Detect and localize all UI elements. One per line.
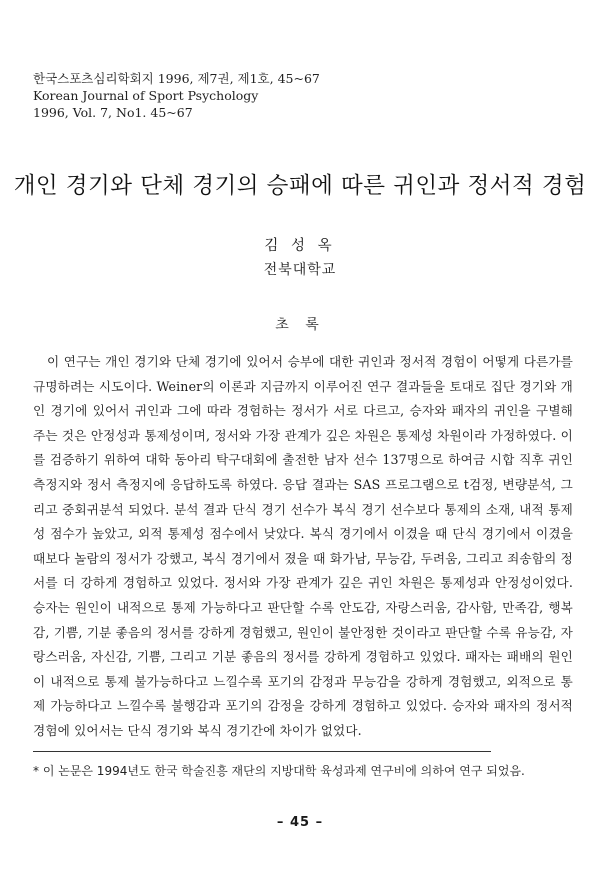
page-number: – 45 – [276, 815, 324, 830]
journal-citation [33, 70, 320, 121]
footnote-divider [33, 751, 491, 752]
journal-citation-english: Korean Journal of Sport Psychology [33, 88, 259, 103]
paper-title: 개인 경기와 단체 경기의 승패에 따른 귀인과 정서적 경험 [13, 173, 587, 199]
journal-citation-volume: 1996, Vol. 7, No1. 45~67 [33, 105, 193, 120]
journal-citation-korean: 한국스포츠심리학회지 1996, 제7권, 제1호, 45~67 [33, 71, 320, 86]
author-affiliation: 전북대학교 [263, 262, 337, 278]
abstract-heading: 초 록 [275, 317, 325, 333]
funding-footnote: * 이 논문은 1994년도 한국 학술진흥 재단의 지방대학 육성과제 연구비에 의하여 연구 되었음. [33, 764, 525, 778]
abstract-body: 이 연구는 개인 경기와 단체 경기에 있어서 승부에 대한 귀인과 정서적 경험이 어떻게 다른가를 규명하려는 시도이다. Weiner의 이론과 지금까지 이루어진 연구 결과들을 토대로 집단 경기와 개인 경기에 있어서 귀인과 그에 따라 경험하는 정서가 서로 다르고, 승자와 패자의 귀인을 구별해 주는 것은 안정성과 통제성이며, 정서와 가장 관계가 깊은 차원은 통제성 차원이라 가정하였다. 이를 검증하기 위하여 대학 동아리 탁구대회에 출전한 남자 선수 137명으로 하여금 시합 직후 귀인측정지와 정서 측정지에 응답하도록 하였다. 응답 결과는 SAS 프로그램으로 t검정, 변량분석, 그리고 중회귀분석 되었다. 분석 결과 단식 경기 선수가 복식 경기 선수보다 통제의 소재, 내적 통제성 점수가 높았고, 외적 통제성 점수에서 낮았다. 복식 경기에서 이겼을 때 단식 경기에서 이겼을 때보다 놀람의 정서가 강했고, 복식 경기에서 졌을 때 화가남, 무능감, 두려움, 그리고 죄송함의 정서를 더 강하게 경험하고 있었다. 정서와 가장 관계가 깊은 귀인 차원은 통제성과 안정성이었다. 승자는 원인이 내적으로 통제 가능하다고 판단할 수록 안도감, 자랑스러움, 감사함, 만족감, 행복감, 기쁨, 기분 좋음의 정서를 강하게 경험했고, 원인이 불안정한 것이라고 판단할 수록 유능감, 자랑스러움, 자신감, 기쁨, 그리고 기분 좋음의 정서를 강하게 경험하고 있었다. 패자는 패배의 원인이 내적으로 통제 불가능하다고 느낄수록 포기의 감정과 무능감을 강하게 경험했고, 외적으로 통제 가능하다고 느낄수록 불행감과 포기의 감정을 강하게 경험하고 있었다. 승자와 패자의 정서적 경험에 있어서는 단식 경기와 복식 경기간에 차이가 없었다. [33, 354, 573, 738]
author-name: 김 성 옥 [264, 238, 336, 254]
